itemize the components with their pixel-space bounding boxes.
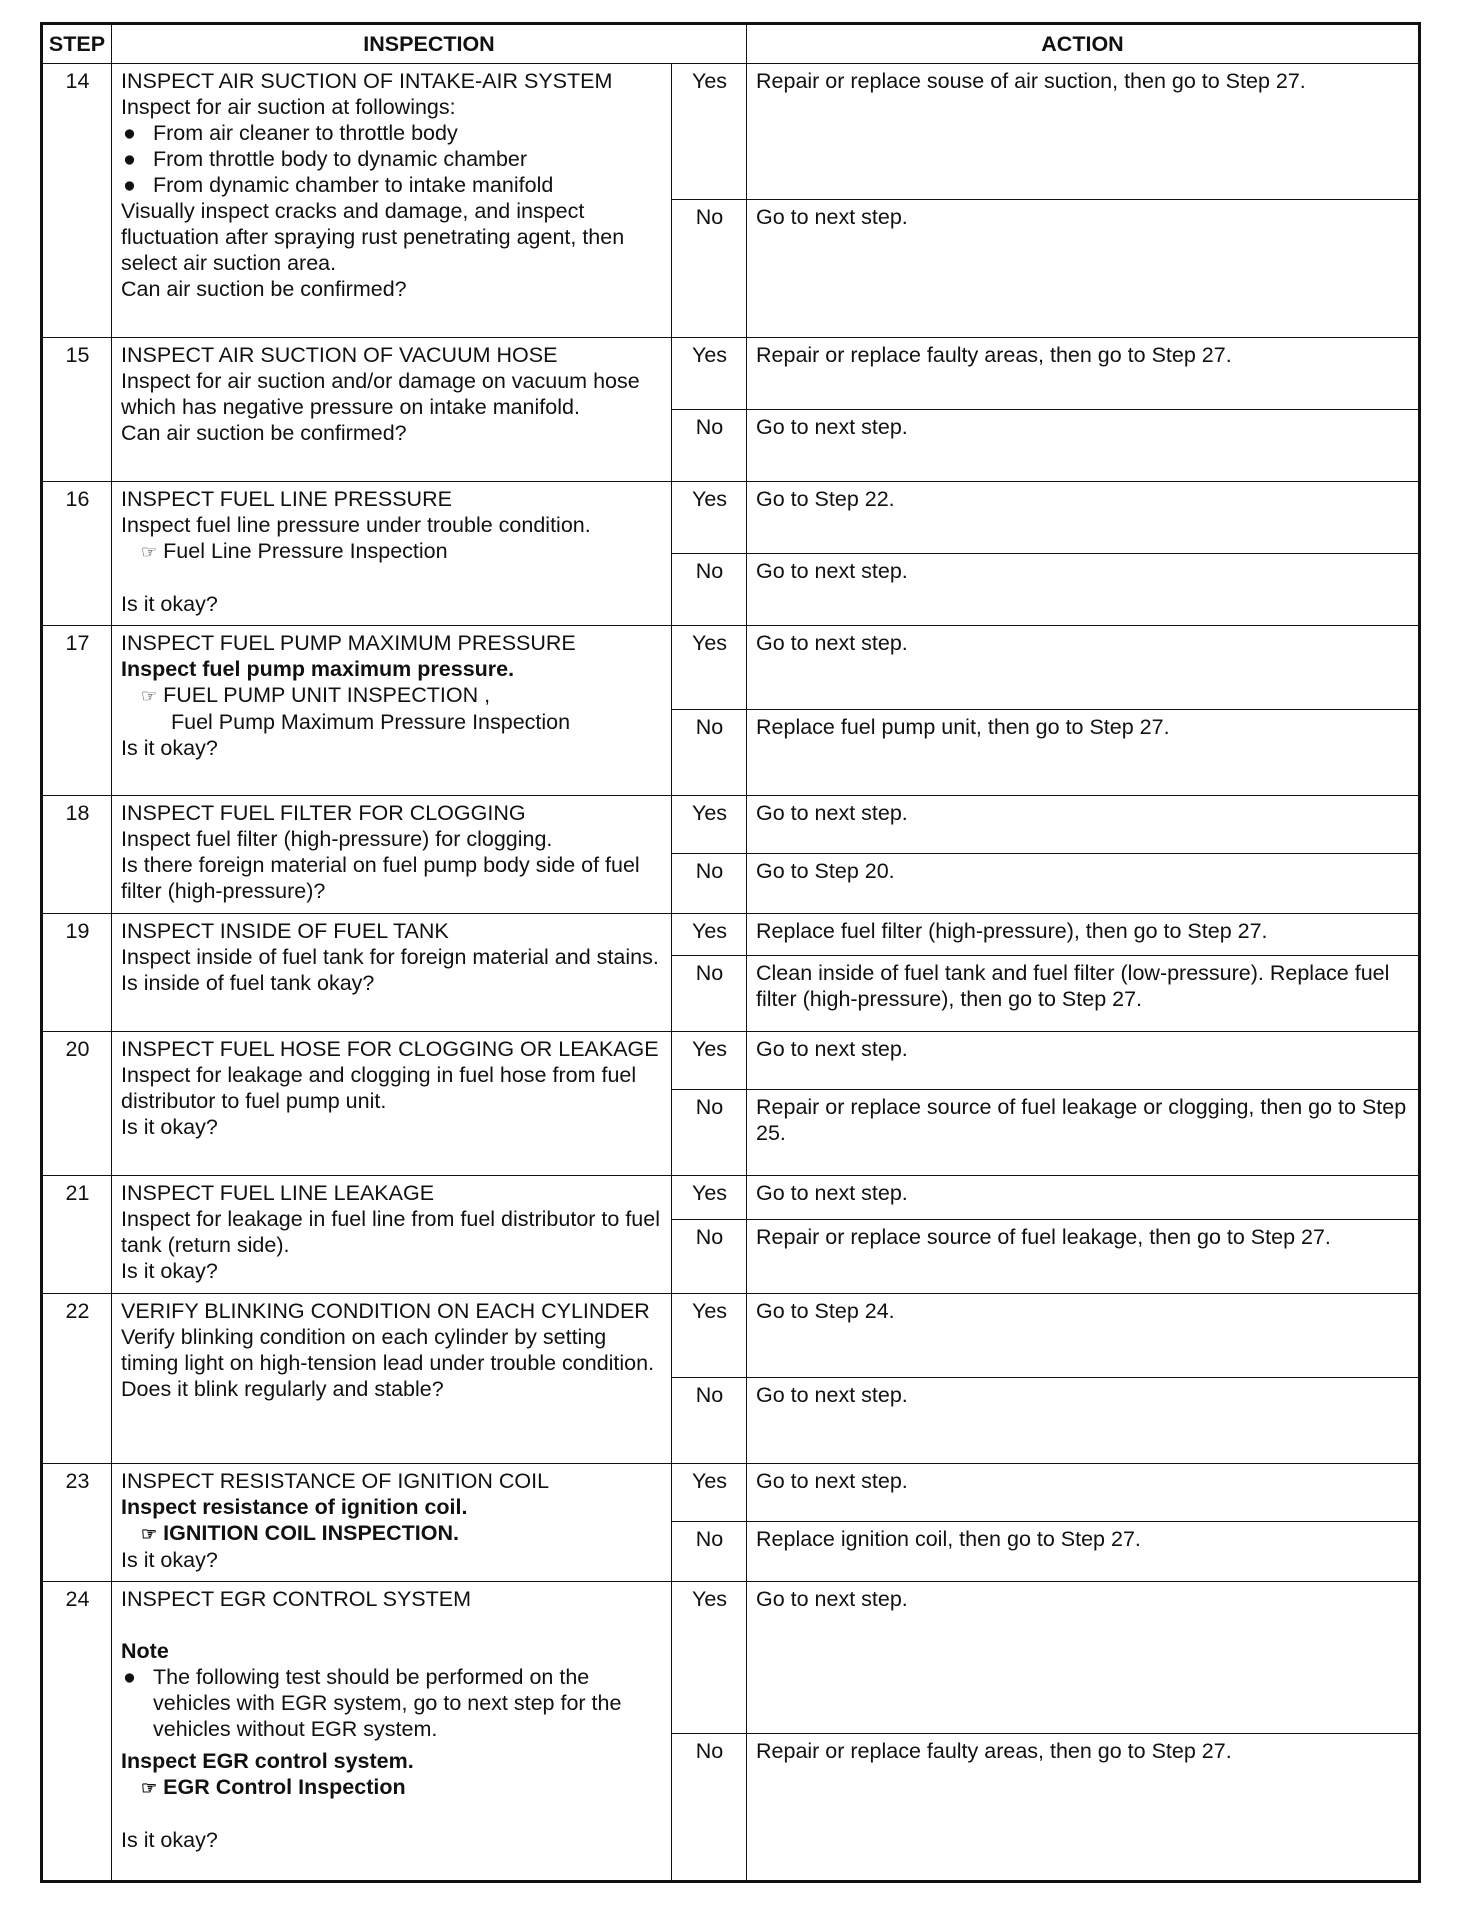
inspection-cell: [112, 482, 672, 626]
yes-action: Go to Step 24.: [747, 1294, 1420, 1378]
note-heading: Note: [121, 1639, 169, 1663]
yes-label: Yes: [672, 338, 747, 410]
yes-action: Go to next step.: [747, 1032, 1420, 1090]
inspection-title: INSPECT RESISTANCE OF IGNITION COIL: [121, 1469, 550, 1493]
inspection-text: Inspect fuel pump maximum pressure.: [121, 657, 515, 681]
step-number: 17: [42, 626, 112, 796]
yes-action: Go to next step.: [747, 626, 1420, 710]
inspection-text: Inspect for air suction at followings:: [121, 95, 456, 119]
note-bullet: ● The following test should be performed on the vehicles with EGR system, go to next step for the vehicles without EGR system.: [123, 1665, 622, 1741]
table-header-row: [42, 24, 1420, 64]
inspection-question: Can air suction be confirmed?: [121, 277, 407, 301]
inspection-cell: [112, 1464, 672, 1582]
step-number: 18: [42, 796, 112, 914]
yes-label: Yes: [672, 1582, 747, 1734]
inspection-text: Inspect inside of fuel tank for foreign material and stains.: [121, 945, 659, 969]
inspection-question: Is there foreign material on fuel pump body side of fuel filter (high-pressure)?: [121, 853, 640, 903]
step-number: 21: [42, 1176, 112, 1294]
bullet-dot-icon: ●: [123, 1665, 136, 1689]
yes-label: Yes: [672, 482, 747, 554]
no-action: Clean inside of fuel tank and fuel filter (low-pressure). Replace fuel filter (high-pressure), then go to Step 27.: [747, 956, 1420, 1032]
yes-action: Go to next step.: [747, 1582, 1420, 1734]
step-number: 19: [42, 914, 112, 1032]
inspection-title: INSPECT FUEL LINE PRESSURE: [121, 487, 452, 511]
inspection-question: Is it okay?: [121, 1828, 218, 1852]
bullet-item: ● From throttle body to dynamic chamber: [123, 147, 528, 171]
bullet-item: ● From dynamic chamber to intake manifold: [123, 173, 554, 197]
no-label: No: [672, 854, 747, 914]
no-label: No: [672, 554, 747, 626]
no-action: Repair or replace faulty areas, then go to Step 27.: [747, 1734, 1420, 1882]
inspection-question: Is it okay?: [121, 736, 218, 760]
yes-action: Replace fuel filter (high-pressure), then go to Step 27.: [747, 914, 1420, 956]
inspection-table: [40, 22, 1421, 1883]
inspection-cell: [112, 1032, 672, 1176]
diagnostic-procedure-sheet: [40, 22, 1418, 1883]
no-label: No: [672, 1090, 747, 1176]
table-row: [42, 482, 1420, 554]
inspection-text: Verify blinking condition on each cylinder by setting timing light on high-tension lead under trouble condition.: [121, 1325, 655, 1375]
table-row: [42, 796, 1420, 854]
inspection-title: INSPECT AIR SUCTION OF VACUUM HOSE: [121, 343, 558, 367]
yes-label: Yes: [672, 626, 747, 710]
inspection-title: VERIFY BLINKING CONDITION ON EACH CYLINDER: [121, 1299, 650, 1323]
pointing-hand-icon: ☞: [141, 542, 158, 562]
yes-label: Yes: [672, 64, 747, 200]
inspection-text: Inspect for leakage in fuel line from fuel distributor to fuel tank (return side).: [121, 1207, 660, 1257]
reference-link: ☞ FUEL PUMP UNIT INSPECTION ,: [141, 683, 491, 707]
table-row: [42, 338, 1420, 410]
yes-label: Yes: [672, 914, 747, 956]
step-number: 24: [42, 1582, 112, 1882]
inspection-question: Is inside of fuel tank okay?: [121, 971, 375, 995]
inspection-title: INSPECT FUEL LINE LEAKAGE: [121, 1181, 435, 1205]
yes-label: Yes: [672, 1176, 747, 1220]
inspection-text: Inspect resistance of ignition coil.: [121, 1495, 468, 1519]
inspection-question: Can air suction be confirmed?: [121, 421, 407, 445]
yes-action: Repair or replace souse of air suction, then go to Step 27.: [747, 64, 1420, 200]
inspection-cell: [112, 914, 672, 1032]
yes-action: Go to next step.: [747, 1176, 1420, 1220]
no-action: Go to next step.: [747, 1378, 1420, 1464]
inspection-text: Visually inspect cracks and damage, and inspect fluctuation after spraying rust penetrating agent, then select air suction area.: [121, 199, 625, 275]
table-row: [42, 1582, 1420, 1734]
inspection-cell: [112, 796, 672, 914]
header-action: ACTION: [747, 24, 1420, 64]
pointing-hand-icon: ☞: [141, 1778, 158, 1798]
inspection-question: Is it okay?: [121, 1259, 218, 1283]
inspection-cell: [112, 626, 672, 796]
reference-link-continued: Fuel Pump Maximum Pressure Inspection: [171, 710, 571, 734]
no-label: No: [672, 200, 747, 338]
inspection-title: INSPECT FUEL FILTER FOR CLOGGING: [121, 801, 526, 825]
inspection-question: Is it okay?: [121, 592, 218, 616]
inspection-title: INSPECT FUEL HOSE FOR CLOGGING OR LEAKAGE: [121, 1037, 659, 1061]
no-action: Replace fuel pump unit, then go to Step 27.: [747, 710, 1420, 796]
no-label: No: [672, 410, 747, 482]
inspection-question: Is it okay?: [121, 1548, 218, 1572]
step-number: 14: [42, 64, 112, 338]
inspection-cell: [112, 1294, 672, 1464]
table-row: [42, 1176, 1420, 1220]
bullet-dot-icon: ●: [123, 147, 136, 171]
inspection-question: Does it blink regularly and stable?: [121, 1377, 444, 1401]
table-row: [42, 1032, 1420, 1090]
no-label: No: [672, 1522, 747, 1582]
step-number: 20: [42, 1032, 112, 1176]
no-label: No: [672, 1220, 747, 1294]
yes-action: Go to next step.: [747, 1464, 1420, 1522]
table-row: [42, 626, 1420, 710]
inspection-cell: [112, 1176, 672, 1294]
inspection-title: INSPECT INSIDE OF FUEL TANK: [121, 919, 449, 943]
no-action: Replace ignition coil, then go to Step 27.: [747, 1522, 1420, 1582]
inspection-cell: [112, 338, 672, 482]
no-action: Go to next step.: [747, 554, 1420, 626]
reference-link: ☞ IGNITION COIL INSPECTION.: [141, 1521, 459, 1545]
table-row: [42, 1294, 1420, 1378]
no-label: No: [672, 1378, 747, 1464]
header-inspection: INSPECTION: [112, 24, 747, 64]
step-number: 15: [42, 338, 112, 482]
bullet-dot-icon: ●: [123, 173, 136, 197]
table-row: [42, 914, 1420, 956]
no-label: No: [672, 956, 747, 1032]
inspection-cell: [112, 64, 672, 338]
yes-action: Repair or replace faulty areas, then go to Step 27.: [747, 338, 1420, 410]
inspection-cell: [112, 1582, 672, 1882]
yes-action: Go to next step.: [747, 796, 1420, 854]
yes-label: Yes: [672, 796, 747, 854]
no-label: No: [672, 1734, 747, 1882]
yes-action: Go to Step 22.: [747, 482, 1420, 554]
no-action: Repair or replace source of fuel leakage, then go to Step 27.: [747, 1220, 1420, 1294]
no-action: Go to Step 20.: [747, 854, 1420, 914]
no-action: Repair or replace source of fuel leakage or clogging, then go to Step 25.: [747, 1090, 1420, 1176]
pointing-hand-icon: ☞: [141, 1524, 158, 1544]
no-action: Go to next step.: [747, 200, 1420, 338]
pointing-hand-icon: ☞: [141, 686, 158, 706]
bullet-dot-icon: ●: [123, 121, 136, 145]
reference-link: ☞ EGR Control Inspection: [141, 1775, 406, 1799]
yes-label: Yes: [672, 1464, 747, 1522]
no-action: Go to next step.: [747, 410, 1420, 482]
inspection-text: Inspect for air suction and/or damage on vacuum hose which has negative pressure on intake manifold.: [121, 369, 640, 419]
bullet-item: ● From air cleaner to throttle body: [123, 121, 458, 145]
inspection-text: Inspect fuel filter (high-pressure) for clogging.: [121, 827, 553, 851]
reference-link: ☞ Fuel Line Pressure Inspection: [141, 539, 448, 563]
inspection-text: Inspect fuel line pressure under trouble condition.: [121, 513, 591, 537]
header-step: STEP: [42, 24, 112, 64]
no-label: No: [672, 710, 747, 796]
step-number: 22: [42, 1294, 112, 1464]
inspection-title: INSPECT FUEL PUMP MAXIMUM PRESSURE: [121, 631, 576, 655]
yes-label: Yes: [672, 1032, 747, 1090]
table-row: [42, 64, 1420, 200]
step-number: 16: [42, 482, 112, 626]
inspection-question: Is it okay?: [121, 1115, 218, 1139]
inspection-text: Inspect EGR control system.: [121, 1749, 414, 1773]
inspection-text: Inspect for leakage and clogging in fuel hose from fuel distributor to fuel pump unit.: [121, 1063, 637, 1113]
inspection-title: INSPECT EGR CONTROL SYSTEM: [121, 1587, 472, 1611]
inspection-title: INSPECT AIR SUCTION OF INTAKE-AIR SYSTEM: [121, 69, 613, 93]
yes-label: Yes: [672, 1294, 747, 1378]
step-number: 23: [42, 1464, 112, 1582]
table-row: [42, 1464, 1420, 1522]
